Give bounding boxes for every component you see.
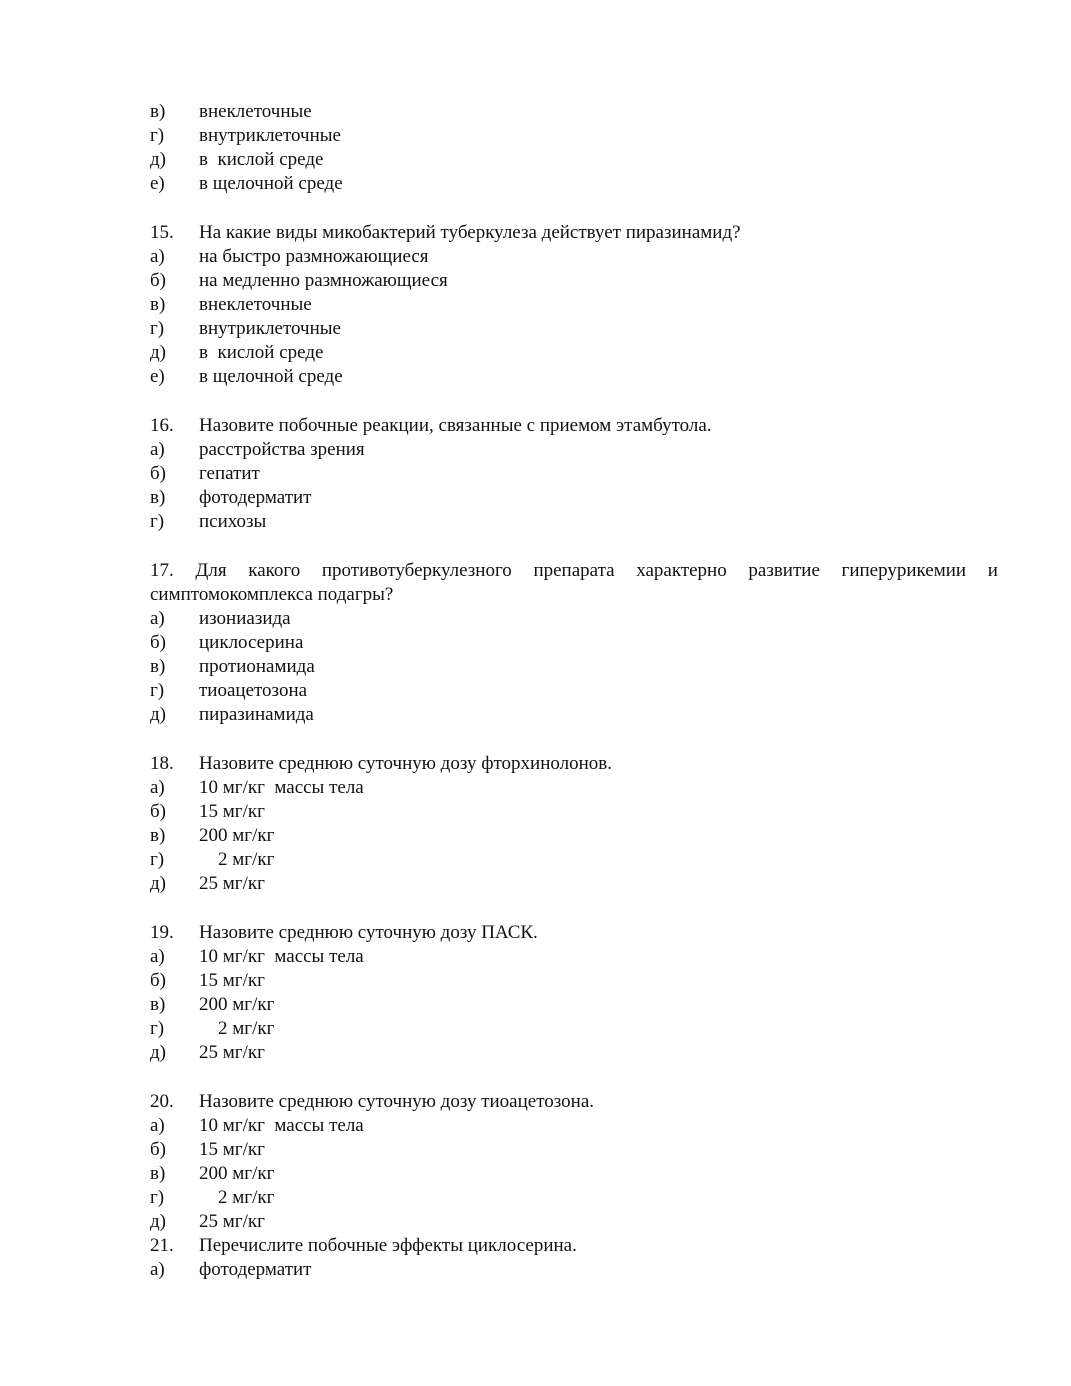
option-line: [150, 486, 998, 510]
option-line: [150, 1041, 998, 1065]
option-text: внутриклеточные: [199, 125, 341, 146]
option-marker: в): [150, 994, 166, 1015]
question-16: [150, 414, 998, 438]
option-marker: г): [150, 849, 165, 870]
option-text: внеклеточные: [199, 294, 312, 315]
question-number: 15.: [150, 222, 174, 243]
option-text: внеклеточные: [199, 101, 312, 122]
option-line: [150, 969, 998, 993]
option-line: [150, 824, 998, 848]
option-text: протионамида: [199, 656, 315, 677]
option-marker: б): [150, 970, 166, 991]
option-marker: а): [150, 439, 165, 460]
question-number: 21.: [150, 1235, 174, 1256]
option-line: [150, 438, 998, 462]
option-line: [150, 1138, 998, 1162]
question-text: Перечислите побочные эффекты циклосерина.: [199, 1235, 577, 1256]
option-line: [150, 776, 998, 800]
question-number: 18.: [150, 753, 174, 774]
option-text: 2 мг/кг: [199, 1187, 275, 1208]
option-marker: в): [150, 825, 166, 846]
option-marker: г): [150, 318, 165, 339]
option-marker: б): [150, 801, 166, 822]
option-line: [150, 293, 998, 317]
option-text: 10 мг/кг массы тела: [199, 946, 364, 967]
option-marker: а): [150, 946, 165, 967]
option-line: [150, 607, 998, 631]
question-text: На какие виды микобактерий туберкулеза действует пиразинамид?: [199, 222, 741, 243]
option-text: в кислой среде: [199, 149, 324, 170]
option-line: [150, 341, 998, 365]
option-line: [150, 993, 998, 1017]
option-marker: а): [150, 246, 165, 267]
option-text: тиоацетозона: [199, 680, 308, 701]
option-line: [150, 631, 998, 655]
option-marker: б): [150, 270, 166, 291]
option-text: в щелочной среде: [199, 173, 343, 194]
option-marker: б): [150, 632, 166, 653]
option-text: 10 мг/кг массы тела: [199, 1115, 364, 1136]
question-text: Назовите среднюю суточную дозу фторхинолонов.: [199, 753, 613, 774]
option-text: 2 мг/кг: [199, 849, 275, 870]
option-text: внутриклеточные: [199, 318, 341, 339]
option-text: 200 мг/кг: [199, 1163, 275, 1184]
option-text: в кислой среде: [199, 342, 324, 363]
option-text: 25 мг/кг: [199, 1211, 265, 1232]
option-line: [150, 945, 998, 969]
question-text: Назовите побочные реакции, связанные с приемом этамбутола.: [199, 415, 712, 436]
question-word: противотуберкулезного: [321, 560, 512, 581]
option-line: [150, 1017, 998, 1041]
option-text: 2 мг/кг: [199, 1018, 275, 1039]
option-text: расстройства зрения: [199, 439, 365, 460]
option-marker: в): [150, 1163, 166, 1184]
question-text-line-1: [150, 559, 998, 583]
option-marker: в): [150, 656, 166, 677]
option-marker: а): [150, 608, 165, 629]
option-text: изониазида: [199, 608, 291, 629]
option-marker: г): [150, 1187, 165, 1208]
option-text: фотодерматит: [199, 487, 312, 508]
option-marker: а): [150, 1259, 165, 1280]
option-text: 200 мг/кг: [199, 994, 275, 1015]
question-number: 20.: [150, 1091, 174, 1112]
option-line: [150, 703, 998, 727]
question-number: 16.: [150, 415, 174, 436]
option-line: [150, 510, 998, 534]
option-line: [150, 269, 998, 293]
option-line: [150, 148, 998, 172]
option-line: [150, 100, 998, 124]
option-line: [150, 872, 998, 896]
option-text: фотодерматит: [199, 1259, 312, 1280]
question-word: и: [987, 560, 998, 581]
option-line: [150, 1114, 998, 1138]
option-text: 200 мг/кг: [199, 825, 275, 846]
option-marker: в): [150, 101, 166, 122]
question-word: препарата: [533, 560, 615, 581]
option-marker: г): [150, 1018, 165, 1039]
question-18: [150, 752, 998, 776]
option-text: психозы: [199, 511, 267, 532]
option-marker: е): [150, 366, 165, 387]
option-marker: а): [150, 777, 165, 798]
option-text: на быстро размножающиеся: [199, 246, 429, 267]
option-text: 10 мг/кг массы тела: [199, 777, 364, 798]
option-marker: в): [150, 487, 166, 508]
option-line: [150, 317, 998, 341]
question-text-line-2: симптомокомплекса подагры?: [150, 584, 394, 605]
option-marker: г): [150, 680, 165, 701]
option-text: на медленно размножающиеся: [199, 270, 448, 291]
question-20: [150, 1090, 998, 1114]
option-line: [150, 655, 998, 679]
question-number: 19.: [150, 922, 174, 943]
question-15: [150, 221, 998, 245]
option-marker: б): [150, 463, 166, 484]
option-marker: д): [150, 342, 166, 363]
question-number: 17.: [150, 560, 174, 581]
question-word: развитие: [748, 560, 820, 581]
option-line: [150, 1210, 998, 1234]
option-line: [150, 1186, 998, 1210]
question-word: Для: [195, 560, 227, 581]
option-line: [150, 245, 998, 269]
question-19: [150, 921, 998, 945]
option-text: пиразинамида: [199, 704, 314, 725]
option-line: [150, 365, 998, 389]
question-word: характерно: [636, 560, 727, 581]
option-marker: г): [150, 511, 165, 532]
option-marker: б): [150, 1139, 166, 1160]
option-marker: в): [150, 294, 166, 315]
option-marker: е): [150, 173, 165, 194]
option-line: [150, 462, 998, 486]
option-marker: д): [150, 1042, 166, 1063]
question-word: гиперурикемии: [841, 560, 967, 581]
question-word: какого: [248, 560, 301, 581]
option-marker: д): [150, 149, 166, 170]
option-marker: а): [150, 1115, 165, 1136]
option-text: гепатит: [199, 463, 260, 484]
option-line: [150, 679, 998, 703]
option-line: [150, 800, 998, 824]
option-line: [150, 172, 998, 196]
option-text: циклосерина: [199, 632, 304, 653]
question-17: [150, 559, 998, 583]
option-line: [150, 1162, 998, 1186]
option-text: 15 мг/кг: [199, 801, 265, 822]
option-line: [150, 848, 998, 872]
option-marker: д): [150, 873, 166, 894]
option-line: [150, 1258, 998, 1282]
option-marker: д): [150, 1211, 166, 1232]
option-marker: д): [150, 704, 166, 725]
option-line: [150, 124, 998, 148]
question-21: [150, 1234, 998, 1258]
option-text: в щелочной среде: [199, 366, 343, 387]
option-text: 15 мг/кг: [199, 970, 265, 991]
question-text: Назовите среднюю суточную дозу ПАСК.: [199, 922, 538, 943]
question-text: Назовите среднюю суточную дозу тиоацетозона.: [199, 1091, 595, 1112]
option-text: 25 мг/кг: [199, 1042, 265, 1063]
option-text: 15 мг/кг: [199, 1139, 265, 1160]
option-marker: г): [150, 125, 165, 146]
option-text: 25 мг/кг: [199, 873, 265, 894]
